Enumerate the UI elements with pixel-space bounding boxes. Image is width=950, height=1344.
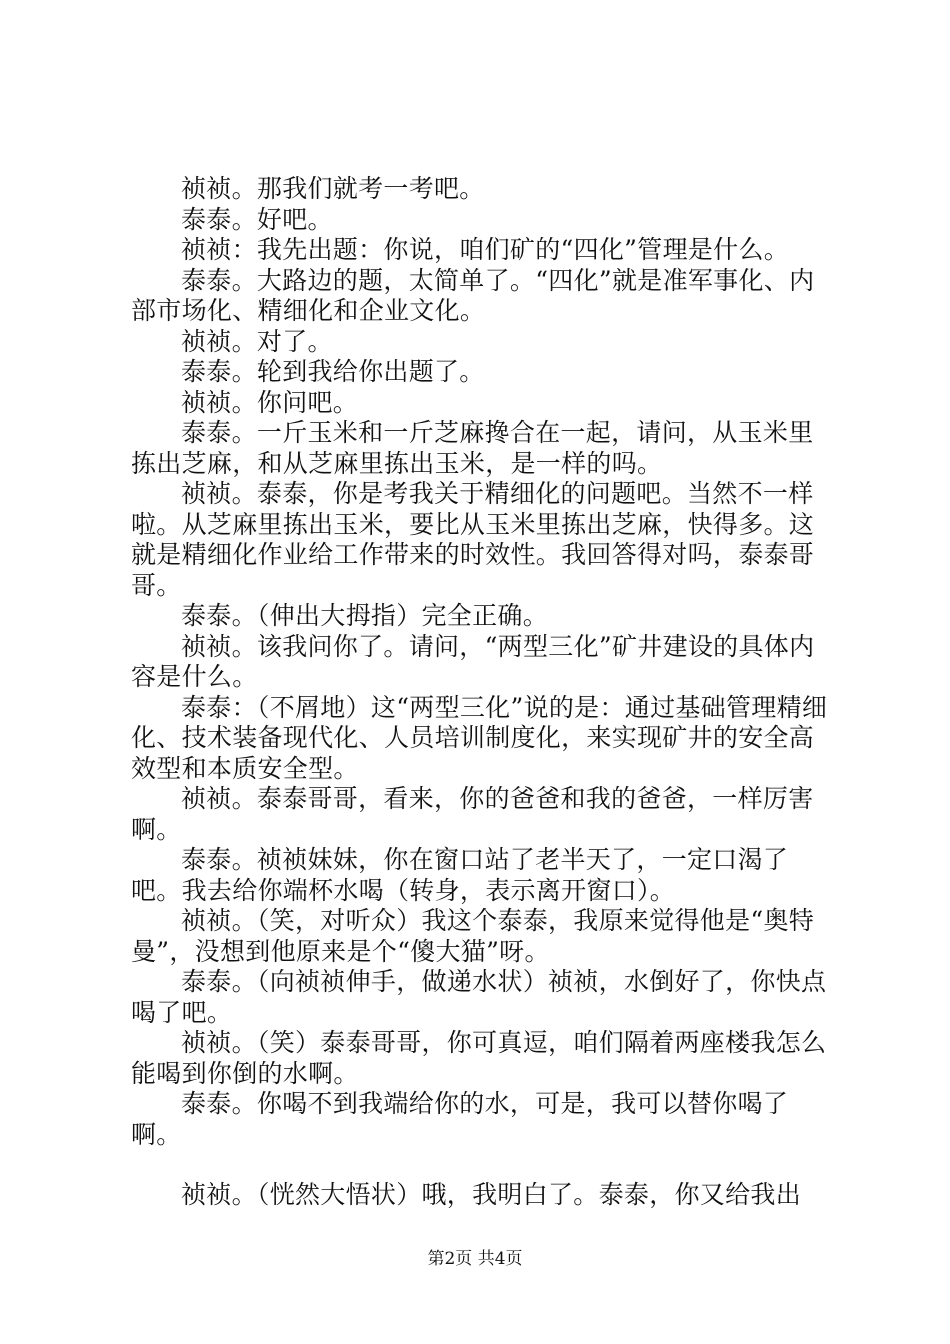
- document-body: [131, 174, 831, 1211]
- paragraph: 泰泰。你喝不到我端给你的水，可是，我可以替你喝了啊。: [131, 1089, 789, 1149]
- paragraph: 泰泰：（不屑地）这“两型三化”说的是：通过基础管理精细化、技术装备现代化、人员培训制度化，来实现矿井的安全高效型和本质安全型。: [131, 692, 828, 783]
- paragraph: 祯祯。（笑，对听众）我这个泰泰，我原来觉得他是“奥特曼”，没想到他原来是个“傻大猫”呀。: [131, 906, 815, 966]
- paragraph: 祯祯。你问吧。: [181, 387, 359, 417]
- paragraph: 泰泰。（向祯祯伸手，做递水状）祯祯，水倒好了，你快点喝了吧。: [131, 967, 827, 1027]
- paragraph: 祯祯：我先出题：你说，咱们矿的“四化”管理是什么。: [181, 235, 790, 264]
- paragraph: 祯祯。该我问你了。请问，“两型三化”矿井建设的具体内容是什么。: [131, 631, 815, 691]
- paragraph: 祯祯。泰泰，你是考我关于精细化的问题吧。当然不一样啦。从芝麻里拣出玉米，要比从玉米里拣出芝麻，快得多。这就是精细化作业给工作带来的时效性。我回答得对吗，泰泰哥哥。: [131, 479, 815, 600]
- paragraph: 泰泰。轮到我给你出题了。: [181, 357, 485, 386]
- paragraph: 祯祯。泰泰哥哥，看来，你的爸爸和我的爸爸，一样厉害啊。: [131, 784, 814, 844]
- paragraph: 祯祯。（恍然大悟状）哦，我明白了。泰泰，你又给我出: [181, 1180, 802, 1209]
- paragraph: 祯祯。（笑）泰泰哥哥，你可真逗，咱们隔着两座楼我怎么能喝到你倒的水啊。: [131, 1028, 827, 1088]
- paragraph: 祯祯。那我们就考一考吧。: [181, 174, 485, 203]
- paragraph: 泰泰。祯祯妹妹，你在窗口站了老半天了，一定口渴了吧。我去给你端杯水喝（转身，表示离开窗口）。: [131, 845, 789, 905]
- page-number-footer: 第2页 共4页: [427, 1249, 523, 1269]
- paragraph: 泰泰。好吧。: [181, 204, 333, 234]
- paragraph: 泰泰。（伸出大拇指）完全正确。: [181, 601, 549, 630]
- paragraph: 泰泰。大路边的题，太简单了。“四化”就是准军事化、内部市场化、精细化和企业文化。: [131, 265, 815, 325]
- paragraph: 祯祯。对了。: [181, 326, 333, 356]
- paragraph: 泰泰。一斤玉米和一斤芝麻搀合在一起，请问，从玉米里拣出芝麻，和从芝麻里拣出玉米，是一样的吗。: [131, 418, 814, 478]
